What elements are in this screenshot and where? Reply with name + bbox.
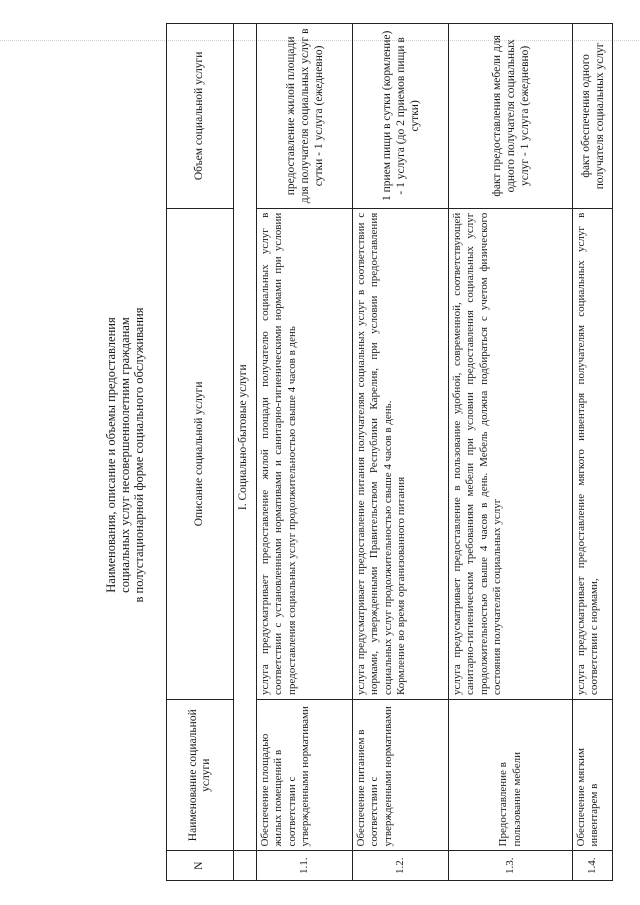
section-row [234, 24, 257, 881]
service-description: услуга предусматривает предоставление жилой площади получателю социальных услуг в соответствии с установленными нормативами и санитарно-гигиеническими нормами при условии предоставления социальных услуг продолжительностью свыше 4 часов в день [257, 208, 353, 699]
table-row [257, 24, 353, 881]
row-number: 1.2. [353, 851, 449, 881]
service-volume: факт предоставления мебели для одного получателя социальных услуг - 1 услуга (ежедневно) [449, 24, 573, 209]
section-empty-cell [234, 851, 257, 881]
service-name: Обеспечение питанием в соответствии с утвержденными нормативами [353, 700, 449, 851]
service-description [353, 208, 449, 699]
title-line-1: Наименования, описание и объемы предоставления [104, 317, 118, 593]
title-line-2: социальных услуг несовершеннолетним гражданам [118, 317, 132, 593]
header-name: Наименование социальной услуги [167, 700, 234, 851]
service-description-extra: Кормление во время организованного питания [395, 476, 408, 696]
service-description-main: услуга предусматривает предоставление питания получателям социальных услуг в соответствии с нормами, утвержденными Правительством Республики Карелия, при условии предоставления социальных услуг продолжительностью свыше 4 часов в день. [355, 212, 394, 696]
header-n: N [167, 851, 234, 881]
service-volume: факт обеспечения одного получателя социальных услуг [573, 24, 613, 209]
table-row [573, 24, 613, 881]
table-row [353, 24, 449, 881]
header-description: Описание социальной услуги [167, 208, 234, 699]
service-name: Обеспечение площадью жилых помещений в соответствии с утвержденными нормативами [257, 700, 353, 851]
service-name: Обеспечение мягким инвентарем в [573, 700, 613, 851]
row-number: 1.4. [573, 851, 613, 881]
service-description: услуга предусматривает предоставление в пользование удобной, современной, соответствующей санитарно-гигиеническим требованиям мебели при условии предоставления социальных услуг продолжительностью свыше 4 часов в день. Мебель должна подбираться с учетом физического состояния получателей социальных услуг [449, 208, 573, 699]
row-number: 1.3. [449, 851, 573, 881]
service-volume: предоставление жилой площади для получателя социальных услуг в сутки - 1 услуга (ежедневно) [257, 24, 353, 209]
header-volume: Объем социальной услуги [167, 24, 234, 209]
table-header-row [167, 24, 234, 881]
service-name: Предоставление в пользование мебели [449, 700, 573, 851]
section-title: I. Социально-бытовые услуги [234, 24, 257, 851]
title-line-3: в полустационарной форме социального обслуживания [132, 307, 146, 603]
row-number: 1.1. [257, 851, 353, 881]
service-volume: 1 прием пищи в сутки (кормление) - 1 услуга (до 2 приемов пищи в сутки) [353, 24, 449, 209]
services-table [166, 23, 613, 881]
document-title [104, 195, 146, 715]
table-row [449, 24, 573, 881]
service-description: услуга предусматривает предоставление мягкого инвентаря получателям социальных услуг в соответствии с нормами, [573, 208, 613, 699]
